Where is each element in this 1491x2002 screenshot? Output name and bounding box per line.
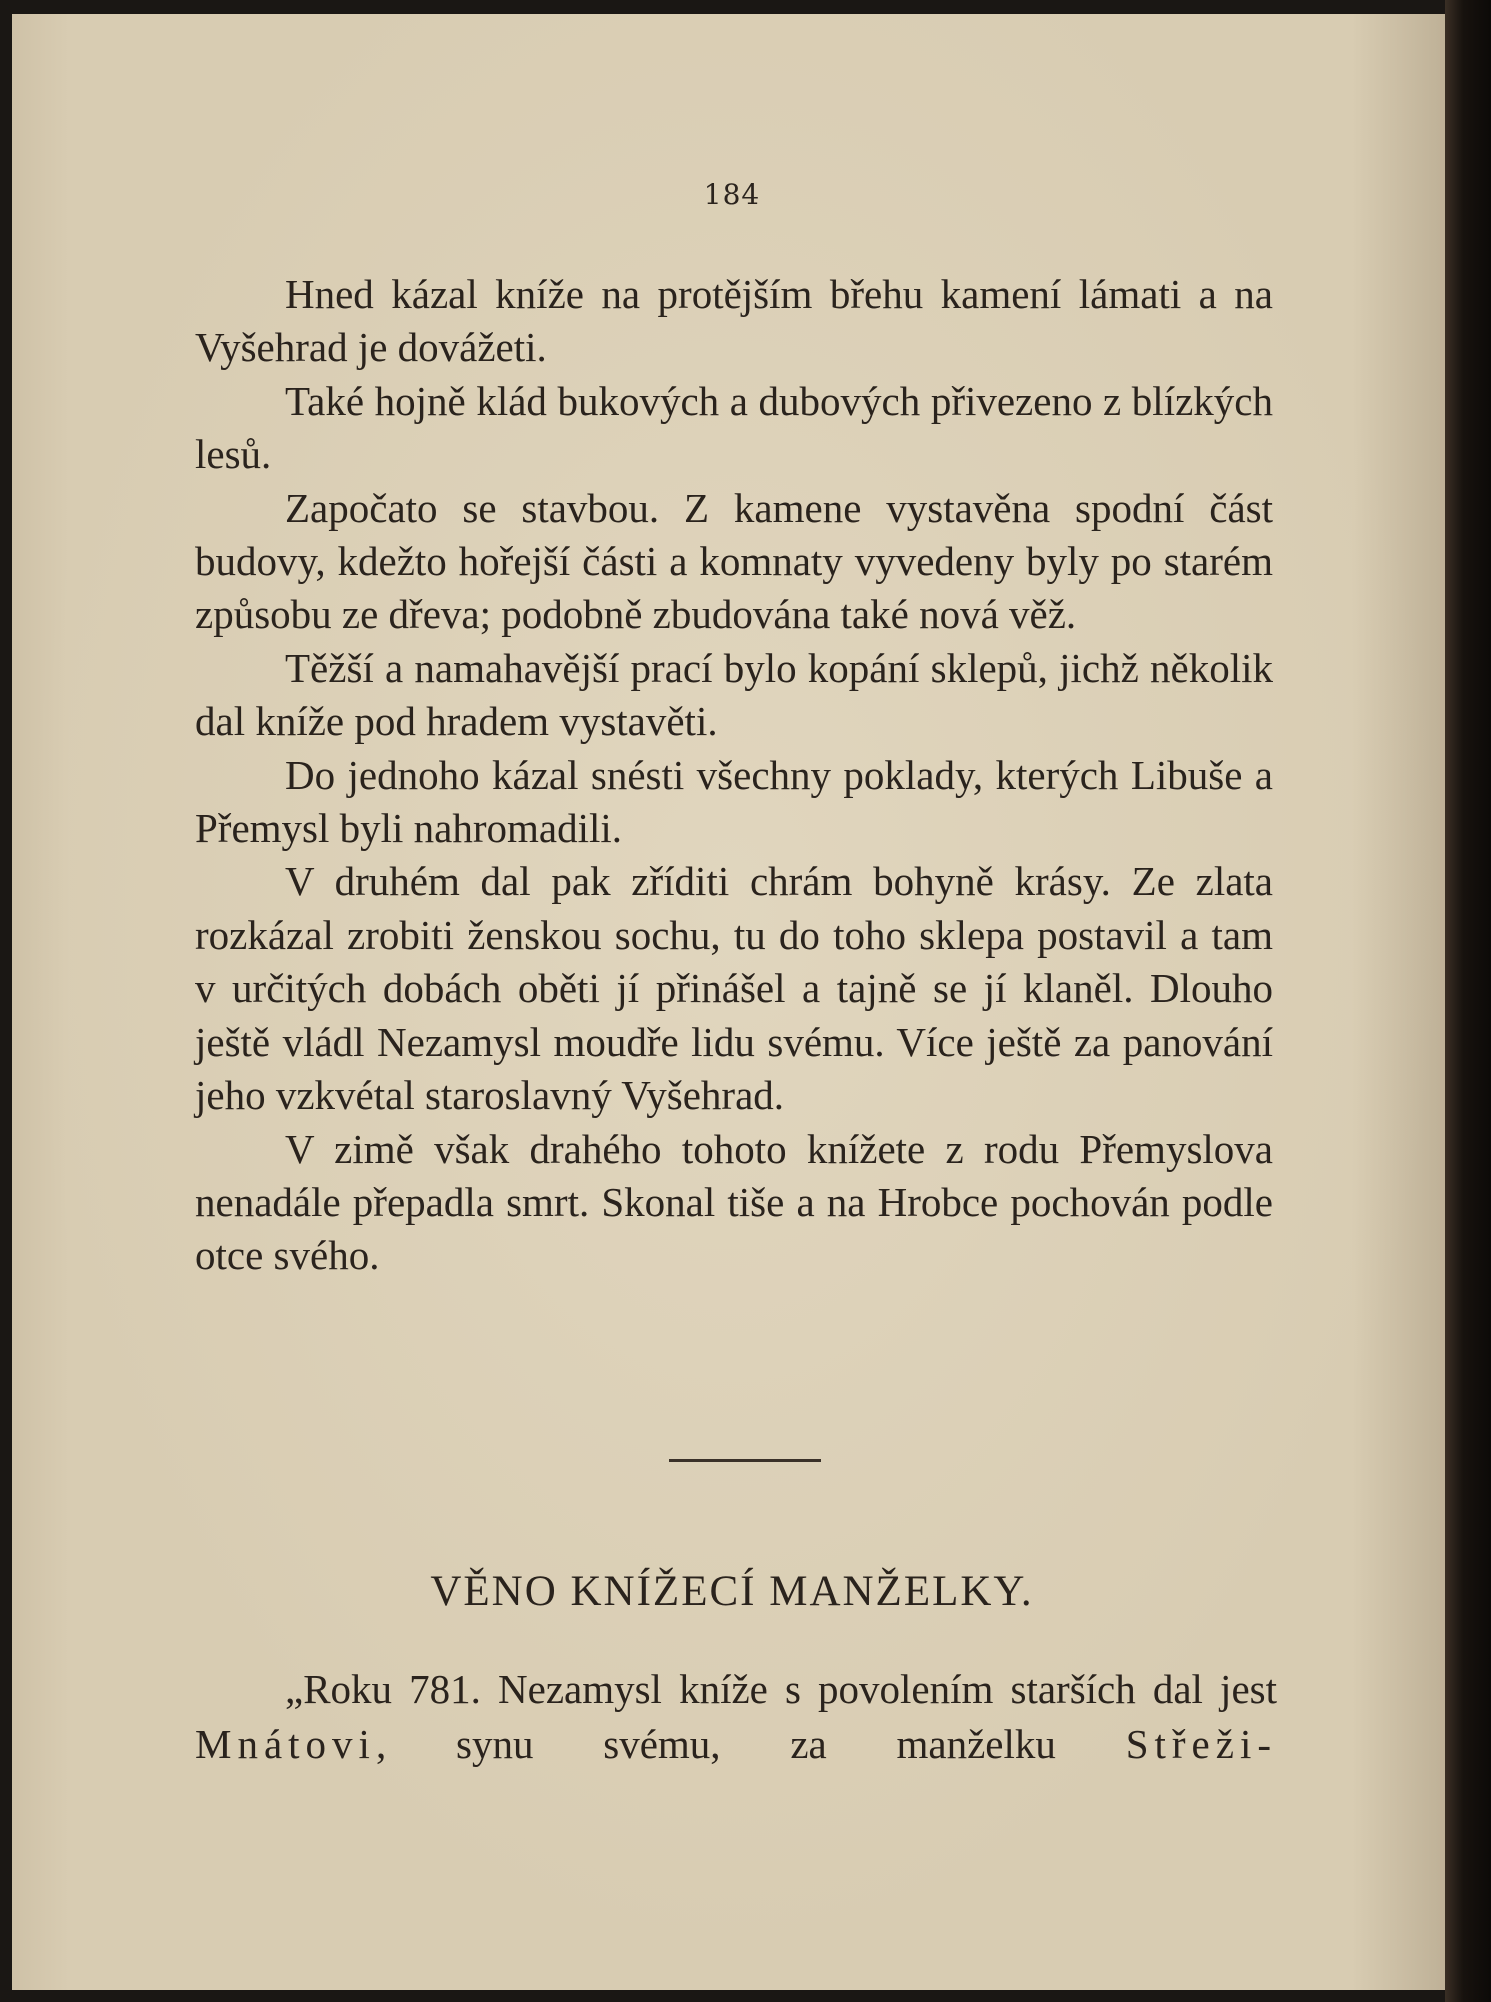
paragraph-7: V zimě však drahého tohoto knížete z rodu Přemyslova nenadále přepadla smrt. Skonal tiše a na Hrobce pochován podle otce svého.: [195, 1125, 1273, 1279]
paragraph-1: Hned kázal kníže na protějším břehu kamení lámati a na Vyšehrad je dovážeti.: [195, 271, 1273, 371]
spaced-name-strezi: Střeži-: [1125, 1721, 1277, 1767]
chapter-opening-paragraph: [195, 1662, 1277, 1772]
chapter-opening-text-1: „Roku 781. Nezamysl kníže s povolením starších dal jest: [285, 1666, 1277, 1712]
spaced-name-mnatovi: Mnátovi: [195, 1721, 376, 1767]
body-text: [195, 268, 1273, 1283]
paragraph-2: Také hojně klád bukových a dubových přivezeno z blízkých lesů.: [195, 377, 1273, 478]
paragraph-3: Započato se stavbou. Z kamene vystavěna spodní část budovy, kdežto hořejší části a komnaty vyvedeny byly po starém způsobu ze dřeva; podobně zbudována také nová věž.: [195, 484, 1273, 638]
chapter-opening: [195, 1662, 1277, 1772]
paragraph-6: V druhém dal pak zříditi chrám bohyně krásy. Ze zlata rozkázal zrobiti ženskou sochu, tu do toho sklepa postavil a tam v určitých dobách oběti jí přinášel a tajně se jí klaněl. Dlouho ještě vládl Nezamysl moudře lidu svému. Více ještě za panování jeho vzkvétal staroslavný Vyšehrad.: [195, 858, 1273, 1119]
section-divider: [669, 1459, 821, 1462]
chapter-title: VĚNO KNÍŽECÍ MANŽELKY.: [430, 1568, 1034, 1615]
paragraph-5: Do jednoho kázal snésti všechny poklady, kterých Libuše a Přemysl byli nahromadili.: [195, 751, 1273, 852]
page-number: 184: [703, 178, 761, 211]
book-gutter-shadow: [1445, 0, 1491, 2002]
chapter-opening-text-2: , synu svému, za manželku: [375, 1721, 1056, 1767]
paragraph-4: Těžší a namahavější prací bylo kopání sklepů, jichž několik dal kníže pod hradem vystavěti.: [195, 644, 1273, 745]
book-page: [12, 14, 1452, 1990]
